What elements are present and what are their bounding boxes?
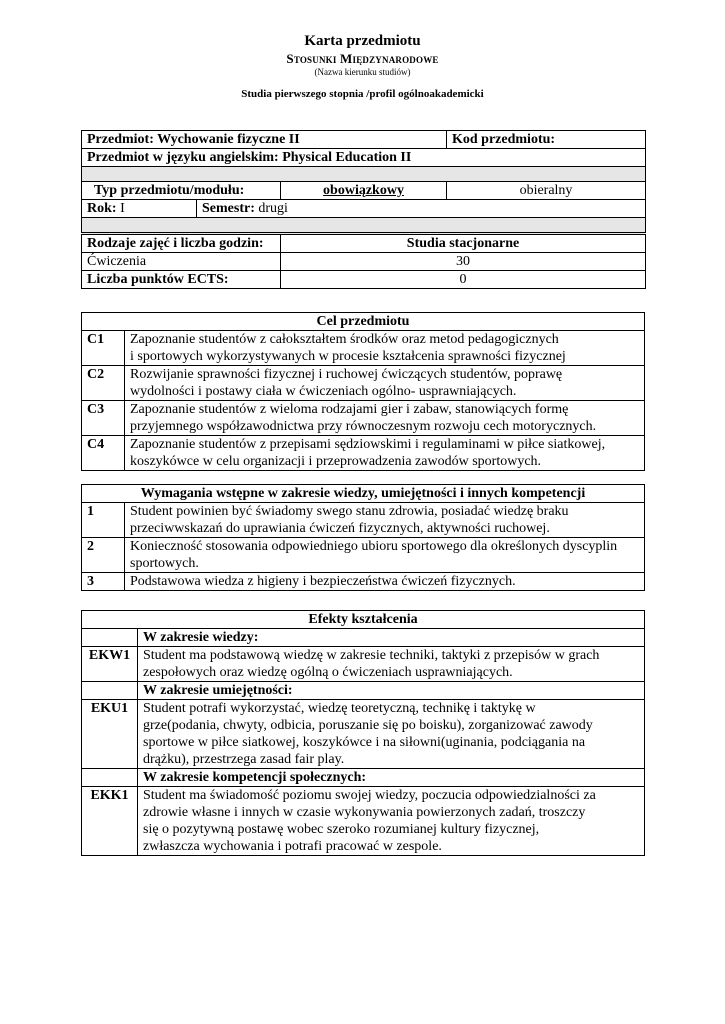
empty-cell — [82, 682, 138, 700]
outcome-line: Student ma podstawową wiedzę w zakresie techniki, taktyki z przepisów w grach — [143, 648, 600, 663]
outcome-code: EKU1 — [82, 700, 138, 769]
objective-line: Zapoznanie studentów z wieloma rodzajami gier i zabaw, stanowiących formę — [130, 402, 569, 417]
course-type-mandatory: obowiązkowy — [281, 182, 447, 200]
objective-code: C1 — [82, 331, 125, 366]
prerequisites-table — [81, 484, 645, 591]
objective-line: koszykówce w celu organizacji i przeprowadzenia zawodów sportowych. — [130, 454, 542, 469]
learning-outcomes-table — [81, 610, 645, 856]
course-objectives-table — [81, 312, 645, 471]
outcome-text — [138, 700, 645, 769]
prerequisite-text — [125, 573, 645, 591]
program-name: Stosunki Międzynarodowe — [286, 51, 439, 66]
outcomes-heading-social: W zakresie kompetencji społecznych: — [138, 769, 645, 787]
course-code-label: Kod przedmiotu: — [447, 131, 646, 149]
prerequisite-line: Konieczność stosowania odpowiedniego ubioru sportowego dla określonych dyscyplin — [130, 539, 618, 554]
prerequisite-line: Student powinien być świadomy swego stanu zdrowia, posiadać wiedzę braku — [130, 504, 569, 519]
ects-value: 0 — [281, 271, 646, 289]
objective-text — [125, 436, 645, 471]
outcomes-heading-knowledge: W zakresie wiedzy: — [138, 629, 645, 647]
outcome-text — [138, 787, 645, 856]
course-info-table — [81, 130, 646, 289]
outcome-line: się o pozytywną postawę wobec szeroko rozumianej kultury fizycznej, — [143, 822, 540, 837]
outcome-code: EKK1 — [82, 787, 138, 856]
semester-label: Semestr: — [202, 201, 255, 216]
outcome-line: drążku), przestrzega zasad fair play. — [143, 752, 345, 767]
objective-line: Zapoznanie studentów z przepisami sędziowskimi i regulaminami w piłce siatkowej, — [130, 437, 606, 452]
outcomes-heading-skills: W zakresie umiejętności: — [138, 682, 645, 700]
outcome-code: EKW1 — [82, 647, 138, 682]
program-name-note: (Nazwa kierunku studiów) — [314, 67, 411, 77]
outcomes-title: Efekty kształcenia — [82, 611, 645, 629]
ects-label: Liczba punktów ECTS: — [82, 271, 281, 289]
class-types-label: Rodzaje zajęć i liczba godzin: — [82, 234, 281, 253]
outcome-line: grze(podania, chwyty, odbicia, poruszanie się po boisku), zorganizować zawody — [143, 718, 593, 733]
objective-text — [125, 366, 645, 401]
objective-code: C4 — [82, 436, 125, 471]
course-name: Przedmiot: Wychowanie fizyczne II — [82, 131, 447, 149]
outcome-line: zdrowie własne i innych w czasie wykonywania powierzonych zadań, troszczy — [143, 805, 586, 820]
outcome-text — [138, 647, 645, 682]
prerequisite-number: 3 — [82, 573, 125, 591]
course-type-label: Typ przedmiotu/modułu: — [82, 182, 281, 200]
outcome-line: zwłaszcza wychowania i potrafi pracować w zespole. — [143, 839, 442, 854]
prerequisites-title: Wymagania wstępne w zakresie wiedzy, umiejętności i innych kompetencji — [82, 485, 645, 503]
study-level: Studia pierwszego stopnia /profil ogólnoakademicki — [241, 88, 484, 100]
prerequisite-text — [125, 538, 645, 573]
course-type-elective: obieralny — [447, 182, 646, 200]
empty-cell — [82, 769, 138, 787]
year-value: I — [116, 201, 125, 216]
prerequisite-text — [125, 503, 645, 538]
objectives-title: Cel przedmiotu — [82, 313, 645, 331]
outcome-line: sportowe w piłce siatkowej, koszykówce i na siłowni(uginania, podciągania na — [143, 735, 586, 750]
course-name-english: Przedmiot w języku angielskim: Physical Education II — [82, 149, 646, 167]
objective-line: wydolności i postawy ciała w ćwiczeniach ogólno- usprawniających. — [130, 384, 517, 399]
objective-code: C3 — [82, 401, 125, 436]
document-title: Karta przedmiotu — [304, 33, 421, 49]
full-time-studies-label: Studia stacjonarne — [281, 234, 646, 253]
objective-line: Zapoznanie studentów z całokształtem środków oraz metod pedagogicznych — [130, 332, 559, 347]
exercises-label: Ćwiczenia — [82, 253, 281, 271]
objective-text — [125, 331, 645, 366]
semester-value: drugi — [254, 201, 288, 216]
objective-code: C2 — [82, 366, 125, 401]
year-cell — [82, 200, 197, 218]
empty-cell — [82, 629, 138, 647]
semester-cell — [197, 200, 646, 218]
year-label: Rok: — [87, 201, 117, 216]
prerequisite-number: 1 — [82, 503, 125, 538]
objective-line: i sportowych wykorzystywanych w procesie kształcenia sprawności fizycznej — [130, 349, 566, 364]
exercises-hours: 30 — [281, 253, 646, 271]
prerequisite-line: sportowych. — [130, 556, 199, 571]
objective-line: Rozwijanie sprawności fizycznej i ruchowej ćwiczących studentów, poprawę — [130, 367, 563, 382]
spacer-row — [82, 218, 646, 234]
objective-line: przyjemnego współzawodnictwa przy równoczesnym rozwoju cech motorycznych. — [130, 419, 597, 434]
prerequisite-line: przeciwwskazań do uprawiania ćwiczeń fizycznych, aktywności ruchowej. — [130, 521, 550, 536]
objective-text — [125, 401, 645, 436]
spacer-row — [82, 167, 646, 182]
outcome-line: zespołowych oraz wiedzę ogólną o ćwiczeniach usprawniających. — [143, 665, 513, 680]
prerequisite-number: 2 — [82, 538, 125, 573]
outcome-line: Student potrafi wykorzystać, wiedzę teoretyczną, technikę i taktykę w — [143, 701, 536, 716]
prerequisite-line: Podstawowa wiedza z higieny i bezpieczeństwa ćwiczeń fizycznych. — [130, 574, 516, 589]
outcome-line: Student ma świadomość poziomu swojej wiedzy, poczucia odpowiedzialności za — [143, 788, 596, 803]
